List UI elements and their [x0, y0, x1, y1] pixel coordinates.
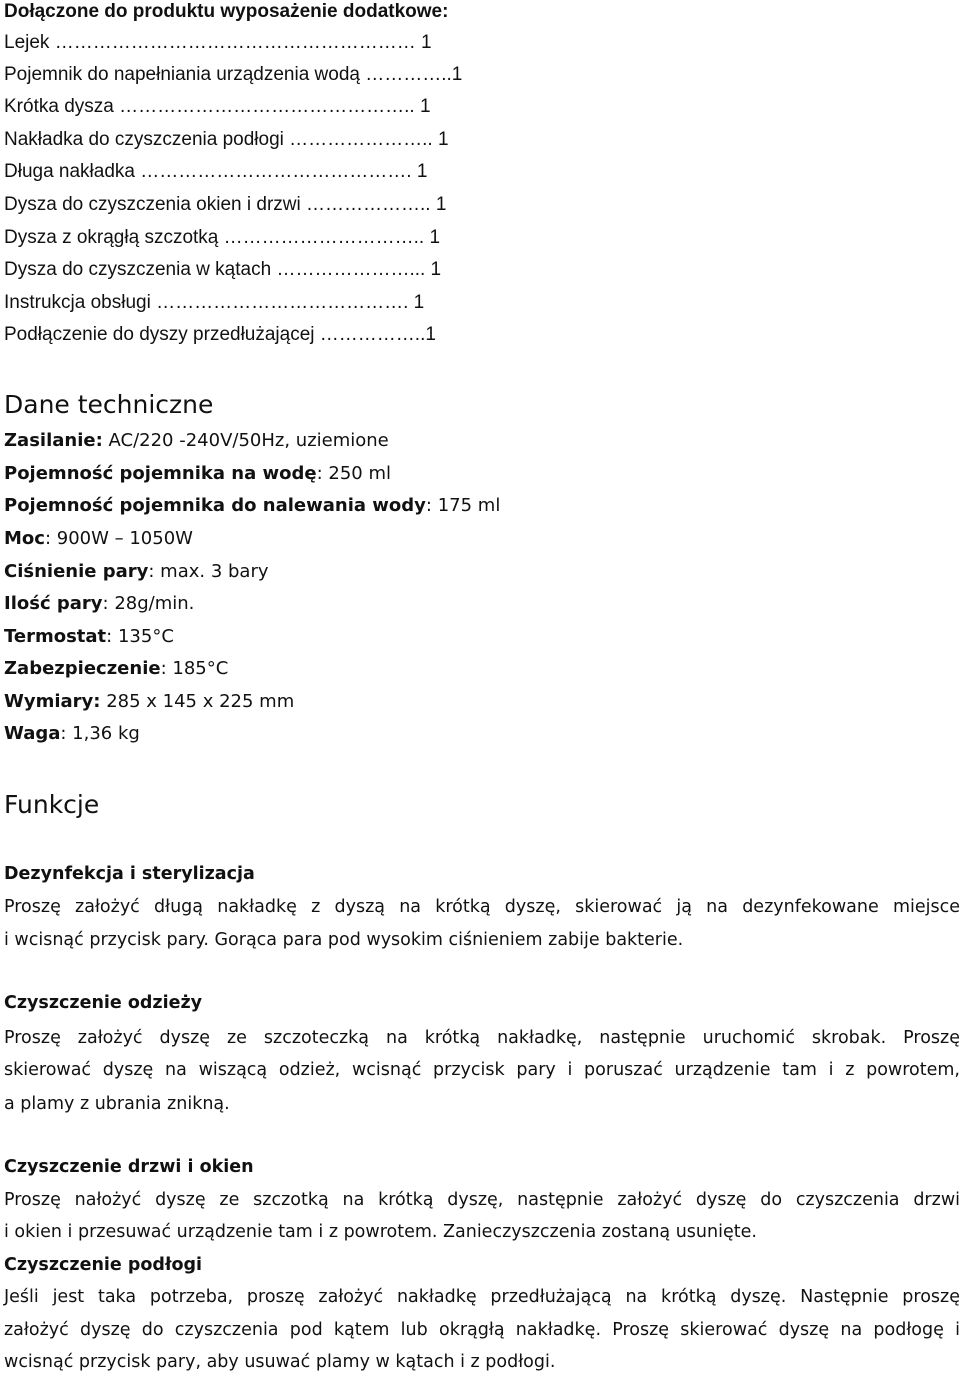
- function-heading: Czyszczenie odzieży: [4, 993, 203, 1013]
- spec-label: Zasilanie:: [4, 430, 103, 451]
- paragraph-line: Proszę nałożyć dyszę ze szczotką na krótką dyszę, następnie założyć dyszę do czyszczenia drzwi: [4, 1190, 960, 1210]
- spec-label: Ilość pary: [4, 593, 103, 614]
- spec-value: 285 x 145 x 225 mm: [100, 691, 295, 712]
- paragraph-line: a plamy z ubrania znikną.: [4, 1094, 230, 1114]
- accessory-item: Lejek ………………………………………………… 1: [4, 32, 432, 53]
- accessories-heading: Dołączone do produktu wyposażenie dodatkowe:: [4, 1, 449, 22]
- accessory-item: Dysza z okrągłą szczotką ………………………….. 1: [4, 227, 441, 248]
- spec-row: [4, 429, 389, 453]
- paragraph-line: Proszę założyć długą nakładkę z dyszą na krótką dyszę, skierować ją na dezynfekowane miejsce: [4, 897, 960, 917]
- paragraph-line: i okien i przesuwać urządzenie tam i z powrotem. Zanieczyszczenia zostaną usunięte.: [4, 1222, 757, 1242]
- function-heading: Czyszczenie drzwi i okien: [4, 1157, 254, 1177]
- spec-row: [4, 657, 228, 681]
- spec-row: [4, 462, 391, 486]
- spec-row: [4, 722, 140, 746]
- accessory-item: Podłączenie do dyszy przedłużającej ……………..1: [4, 324, 436, 345]
- spec-value: : 135°C: [106, 626, 174, 647]
- accessory-item: Długa nakładka ……………………………………. 1: [4, 161, 428, 182]
- spec-value: : 185°C: [160, 658, 229, 679]
- paragraph-line: i wcisnąć przycisk pary. Gorąca para pod wysokim ciśnieniem zabije bakterie.: [4, 930, 684, 950]
- spec-value: : 900W – 1050W: [44, 528, 193, 549]
- spec-value: AC/220 -240V/50Hz, uziemione: [102, 430, 389, 451]
- spec-value: : 1,36 kg: [60, 723, 140, 744]
- spec-row: [4, 592, 194, 616]
- spec-row: [4, 690, 294, 714]
- accessory-item: Dysza do czyszczenia okien i drzwi ……………….. 1: [4, 194, 447, 215]
- spec-value: : 250 ml: [316, 463, 391, 484]
- spec-label: Pojemność pojemnika na wodę: [4, 463, 317, 484]
- accessory-item: Dysza do czyszczenia w kątach …………………... 1: [4, 259, 442, 280]
- spec-label: Pojemność pojemnika do nalewania wody: [4, 495, 426, 516]
- function-heading: Dezynfekcja i sterylizacja: [4, 864, 255, 884]
- accessory-item: Nakładka do czyszczenia podłogi ………………….. 1: [4, 129, 449, 150]
- spec-value: : max. 3 bary: [148, 561, 269, 582]
- spec-row: [4, 527, 193, 551]
- spec-label: Zabezpieczenie: [4, 658, 161, 679]
- paragraph-line: wcisnąć przycisk pary, aby usuwać plamy w kątach i z podłogi.: [4, 1352, 556, 1372]
- accessory-item: Krótka dysza ……………………………………….. 1: [4, 96, 431, 117]
- spec-label: Moc: [4, 528, 45, 549]
- function-heading: Czyszczenie podłogi: [4, 1255, 203, 1275]
- specs-title: Dane techniczne: [4, 390, 214, 419]
- spec-row: [4, 560, 269, 584]
- spec-label: Waga: [4, 723, 61, 744]
- paragraph-line: założyć dyszę do czyszczenia pod kątem lub okrągłą nakładkę. Proszę skierować dyszę na podłogę i: [4, 1320, 960, 1340]
- spec-label: Wymiary:: [4, 691, 101, 712]
- spec-value: : 175 ml: [425, 495, 501, 516]
- functions-title: Funkcje: [4, 790, 100, 819]
- paragraph-line: Proszę założyć dyszę ze szczoteczką na krótką nakładkę, następnie uruchomić skrobak. Proszę: [4, 1028, 960, 1048]
- accessory-item: Pojemnik do napełniania urządzenia wodą …………..1: [4, 64, 463, 85]
- spec-row: [4, 625, 174, 649]
- spec-value: : 28g/min.: [102, 593, 195, 614]
- spec-label: Termostat: [4, 626, 107, 647]
- spec-label: Ciśnienie pary: [4, 561, 149, 582]
- spec-row: [4, 494, 500, 518]
- accessory-item: Instrukcja obsługi …………………………………. 1: [4, 292, 425, 313]
- paragraph-line: Jeśli jest taka potrzeba, proszę założyć nakładkę przedłużającą na krótką dyszę. Następnie proszę: [4, 1287, 960, 1307]
- paragraph-line: skierować dyszę na wiszącą odzież, wcisnąć przycisk pary i poruszać urządzenie tam i z powrotem,: [4, 1060, 960, 1080]
